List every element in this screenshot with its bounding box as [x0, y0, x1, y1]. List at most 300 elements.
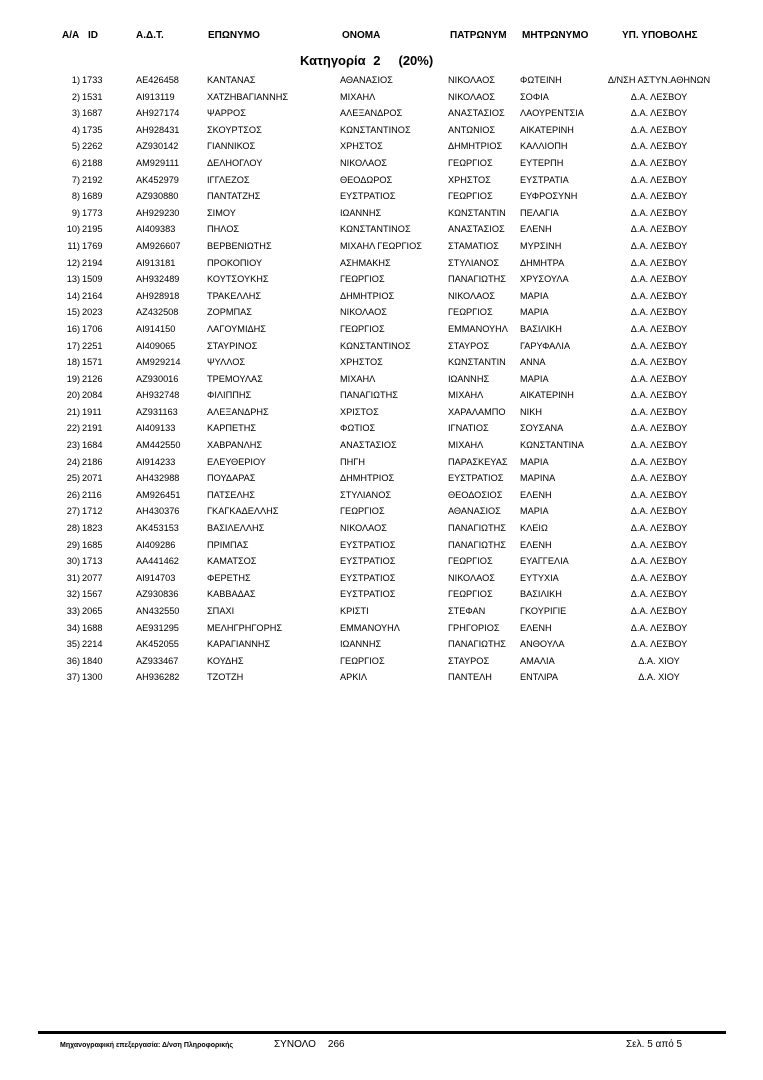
row-id: 2071 [82, 473, 103, 484]
table-row [0, 206, 763, 223]
row-id: 1823 [82, 523, 103, 534]
row-name: ΕΥΣΤΡΑΤΙΟΣ [340, 589, 396, 600]
row-name: ΜΙΧΑΗΛ [340, 91, 376, 102]
row-submission: Δ.Α. ΛΕΣΒΟΥ [630, 523, 688, 534]
row-father: ΕΜΜΑΝΟΥΗΛ [448, 323, 508, 334]
header-name: ΟΝΟΜΑ [342, 30, 381, 41]
row-surname: ΛΑΓΟΥΜΙΔΗΣ [207, 323, 266, 334]
row-submission: Δ.Α. ΛΕΣΒΟΥ [630, 207, 688, 218]
row-mother: ΕΛΕΝΗ [520, 489, 552, 500]
row-name: ΑΛΕΞΑΝΔΡΟΣ [340, 108, 403, 119]
candidate-table [0, 73, 763, 687]
row-name: ΧΡΗΣΤΟΣ [340, 141, 383, 152]
row-mother: ΜΑΡΙΑ [520, 456, 549, 467]
row-mother: ΒΑΣΙΛΙΚΗ [520, 589, 562, 600]
footer-divider [38, 1031, 726, 1034]
row-id: 1706 [82, 323, 103, 334]
row-adt: ΑΗ928918 [136, 290, 180, 301]
row-father: ΓΡΗΓΟΡΙΟΣ [448, 622, 500, 633]
row-adt: ΑΙ914703 [136, 572, 176, 583]
row-adt: ΑΗ929230 [136, 207, 180, 218]
row-name: ΑΘΑΝΑΣΙΟΣ [340, 75, 393, 85]
row-name: ΕΜΜΑΝΟΥΗΛ [340, 622, 400, 633]
row-surname: ΠΑΝΤΑΤΖΗΣ [207, 191, 261, 202]
table-row [0, 405, 763, 422]
row-name: ΓΕΩΡΓΙΟΣ [340, 323, 385, 334]
row-submission: Δ.Α. ΛΕΣΒΟΥ [630, 440, 688, 451]
table-row [0, 189, 763, 206]
row-submission: Δ.Α. ΛΕΣΒΟΥ [630, 340, 688, 351]
row-submission: Δ.Α. ΧΙΟΥ [638, 672, 680, 683]
row-mother: ΑΝΘΟΥΛΑ [520, 639, 565, 650]
row-surname: ΣΤΑΥΡΙΝΟΣ [207, 340, 258, 351]
row-name: ΧΡΙΣΤΟΣ [340, 406, 379, 417]
table-row [0, 571, 763, 588]
row-surname: ΣΚΟΥΡΤΣΟΣ [207, 124, 262, 135]
row-surname: ΠΡΟΚΟΠΙΟΥ [207, 257, 263, 268]
row-father: ΧΑΡΑΛΑΜΠΟ [448, 406, 506, 417]
row-name: ΕΥΣΤΡΑΤΙΟΣ [340, 556, 396, 567]
row-surname: ΨΥΛΛΟΣ [207, 357, 246, 368]
row-id: 1713 [82, 556, 103, 567]
row-surname: ΓΙΑΝΝΙΚΟΣ [207, 141, 256, 152]
row-father: ΚΩΝΣΤΑΝΤΙΝ [448, 357, 506, 368]
row-aa: 15) [66, 307, 80, 318]
header-id: ID [88, 30, 98, 41]
row-adt: ΑΙ409383 [136, 224, 176, 235]
row-mother: ΕΛΕΝΗ [520, 539, 552, 550]
row-adt: ΑΙ914233 [136, 456, 176, 467]
row-surname: ΠΑΤΣΕΛΗΣ [207, 489, 255, 500]
row-aa: 35) [66, 639, 80, 650]
row-mother: ΛΑΟΥΡΕΝΤΣΙΑ [520, 108, 584, 119]
row-father: ΣΤΥΛΙΑΝΟΣ [448, 257, 500, 268]
row-adt: ΑΜ929111 [136, 157, 180, 168]
row-name: ΚΩΝΣΤΑΝΤΙΝΟΣ [340, 224, 411, 235]
row-surname: ΠΟΥΔΑΡΑΣ [207, 473, 256, 484]
table-row [0, 587, 763, 604]
row-name: ΚΡΙΣΤΙ [340, 606, 369, 616]
row-father: ΓΕΩΡΓΙΟΣ [448, 157, 493, 168]
row-mother: ΕΥΣΤΡΑΤΙΑ [520, 174, 569, 185]
row-father: ΣΤΑΥΡΟΣ [448, 340, 490, 351]
row-id: 2188 [82, 157, 103, 168]
row-father: ΣΤΑΜΑΤΙΟΣ [448, 240, 499, 251]
row-surname: ΦΕΡΕΤΗΣ [207, 572, 251, 583]
row-id: 2195 [82, 224, 103, 235]
table-row [0, 438, 763, 455]
table-row [0, 239, 763, 256]
table-row [0, 355, 763, 372]
row-surname: ΕΛΕΥΘΕΡΙΟΥ [207, 456, 266, 467]
row-name: ΧΡΗΣΤΟΣ [340, 357, 383, 368]
row-id: 1735 [82, 124, 103, 135]
row-id: 1509 [82, 274, 103, 285]
row-mother: ΚΑΛΛΙΟΠΗ [520, 141, 568, 152]
row-mother: ΣΟΦΙΑ [520, 91, 549, 102]
row-father: ΑΝΤΩΝΙΟΣ [448, 124, 496, 135]
row-father: ΜΙΧΑΗΛ [448, 440, 484, 451]
row-name: ΝΙΚΟΛΑΟΣ [340, 307, 387, 318]
row-id: 1689 [82, 191, 103, 202]
table-row [0, 339, 763, 356]
row-id: 1531 [82, 91, 103, 102]
table-row [0, 421, 763, 438]
row-name: ΓΕΩΡΓΙΟΣ [340, 655, 385, 666]
row-adt: ΑΗ432988 [136, 473, 180, 484]
row-surname: ΧΑΤΖΗΒΑΓΙΑΝΝΗΣ [207, 91, 289, 102]
table-row [0, 521, 763, 538]
row-surname: ΦΙΛΙΠΠΗΣ [207, 390, 252, 401]
row-surname: ΨΑΡΡΟΣ [207, 108, 246, 119]
row-submission: Δ.Α. ΛΕΣΒΟΥ [630, 290, 688, 301]
row-mother: ΔΗΜΗΤΡΑ [520, 257, 565, 268]
row-adt: ΑΜ442550 [136, 440, 181, 451]
row-aa: 24) [66, 456, 80, 467]
row-aa: 18) [66, 357, 80, 368]
row-aa: 27) [66, 506, 80, 517]
row-name: ΕΥΣΤΡΑΤΙΟΣ [340, 539, 396, 550]
row-id: 2214 [82, 639, 103, 650]
row-adt: ΑΗ927174 [136, 108, 180, 119]
row-submission: Δ.Α. ΛΕΣΒΟΥ [630, 572, 688, 583]
row-surname: ΑΛΕΞΑΝΔΡΗΣ [207, 406, 269, 417]
row-adt: ΑΙ913181 [136, 257, 176, 268]
row-id: 2186 [82, 456, 103, 467]
row-name: ΙΩΑΝΝΗΣ [340, 639, 382, 650]
footer-total-label: ΣΥΝΟΛΟ [274, 1039, 316, 1050]
row-adt: ΑΜ926607 [136, 240, 181, 251]
table-row [0, 455, 763, 472]
row-mother: ΦΩΤΕΙΝΗ [520, 75, 562, 85]
row-surname: ΚΟΥΔΗΣ [207, 655, 244, 666]
row-mother: ΝΙΚΗ [520, 406, 542, 417]
row-aa: 12) [66, 257, 80, 268]
row-aa: 33) [66, 606, 80, 616]
row-adt: ΑΖ930142 [136, 141, 179, 152]
row-submission: Δ.Α. ΛΕΣΒΟΥ [630, 224, 688, 235]
row-father: ΣΤΑΥΡΟΣ [448, 655, 490, 666]
row-adt: ΑΗ932748 [136, 390, 180, 401]
row-mother: ΑΝΝΑ [520, 357, 546, 368]
row-mother: ΓΑΡΥΦΑΛΙΑ [520, 340, 571, 351]
row-adt: ΑΑ441462 [136, 556, 179, 567]
footer-total [274, 1039, 345, 1050]
row-aa: 26) [66, 489, 80, 500]
row-father: ΓΕΩΡΓΙΟΣ [448, 556, 493, 567]
table-row [0, 538, 763, 555]
row-father: ΝΙΚΟΛΑΟΣ [448, 290, 495, 301]
row-submission: Δ.Α. ΛΕΣΒΟΥ [630, 473, 688, 484]
row-aa: 1) [71, 75, 80, 85]
row-father: ΙΓΝΑΤΙΟΣ [448, 423, 489, 434]
row-id: 1300 [82, 672, 103, 683]
row-aa: 28) [66, 523, 80, 534]
row-adt: ΑΗ928431 [136, 124, 180, 135]
row-father: ΔΗΜΗΤΡΙΟΣ [448, 141, 503, 152]
row-mother: ΑΙΚΑΤΕΡΙΝΗ [520, 390, 574, 401]
row-adt: ΑΙ409133 [136, 423, 176, 434]
row-mother: ΜΑΡΙΑ [520, 307, 549, 318]
row-adt: ΑΗ430376 [136, 506, 180, 517]
row-aa: 29) [66, 539, 80, 550]
row-mother: ΣΟΥΣΑΝΑ [520, 423, 564, 434]
row-name: ΔΗΜΗΤΡΙΟΣ [340, 290, 395, 301]
row-adt: ΑΜ926451 [136, 489, 181, 500]
row-surname: ΚΑΒΒΑΔΑΣ [207, 589, 256, 600]
row-aa: 30) [66, 556, 80, 567]
row-name: ΝΙΚΟΛΑΟΣ [340, 523, 387, 534]
footer-total-value: 266 [327, 1039, 345, 1050]
row-surname: ΣΠΑΧΙ [207, 606, 235, 616]
table-row [0, 322, 763, 339]
row-submission: Δ.Α. ΛΕΣΒΟΥ [630, 639, 688, 650]
row-submission: Δ.Α. ΛΕΣΒΟΥ [630, 91, 688, 102]
row-surname: ΚΑΜΑΤΣΟΣ [207, 556, 257, 567]
row-id: 2126 [82, 373, 103, 384]
row-id: 2116 [82, 489, 102, 500]
table-row [0, 388, 763, 405]
row-submission: Δ.Α. ΧΙΟΥ [638, 655, 680, 666]
row-adt: ΑΖ933467 [136, 655, 179, 666]
row-name: ΙΩΑΝΝΗΣ [340, 207, 382, 218]
row-adt: ΑΖ931163 [136, 406, 178, 417]
row-adt: ΑΚ452979 [136, 174, 179, 185]
row-aa: 22) [66, 423, 80, 434]
row-mother: ΕΥΦΡΟΣΥΝΗ [520, 191, 578, 202]
row-father: ΠΑΝΤΕΛΗ [448, 672, 492, 683]
row-father: ΙΩΑΝΝΗΣ [448, 373, 490, 384]
row-father: ΠΑΡΑΣΚΕΥΑΣ [448, 456, 508, 467]
row-surname: ΠΗΛΟΣ [207, 224, 240, 235]
row-adt: ΑΙ409286 [136, 539, 176, 550]
row-aa: 8) [71, 191, 80, 202]
row-adt: ΑΗ932489 [136, 274, 180, 285]
row-father: ΓΕΩΡΓΙΟΣ [448, 191, 493, 202]
row-aa: 14) [66, 290, 80, 301]
row-aa: 3) [71, 108, 80, 119]
row-aa: 36) [66, 655, 80, 666]
row-aa: 5) [71, 141, 80, 152]
row-aa: 16) [66, 323, 80, 334]
row-name: ΣΤΥΛΙΑΝΟΣ [340, 489, 392, 500]
row-name: ΕΥΣΤΡΑΤΙΟΣ [340, 191, 396, 202]
row-mother: ΕΥΤΥΧΙΑ [520, 572, 559, 583]
row-father: ΝΙΚΟΛΑΟΣ [448, 75, 495, 85]
row-mother: ΜΑΡΙΝΑ [520, 473, 556, 484]
row-submission: Δ.Α. ΛΕΣΒΟΥ [630, 423, 688, 434]
row-submission: Δ.Α. ΛΕΣΒΟΥ [630, 307, 688, 318]
row-aa: 20) [66, 390, 80, 401]
row-id: 2191 [82, 423, 103, 434]
row-submission: Δ.Α. ΛΕΣΒΟΥ [630, 589, 688, 600]
table-row [0, 372, 763, 389]
row-id: 2077 [82, 572, 103, 583]
table-row [0, 123, 763, 140]
row-adt: ΑΕ426458 [136, 75, 179, 85]
row-aa: 2) [71, 91, 80, 102]
row-name: ΓΕΩΡΓΙΟΣ [340, 274, 385, 285]
row-adt: ΑΖ930016 [136, 373, 179, 384]
row-adt: ΑΖ930836 [136, 589, 179, 600]
row-submission: Δ.Α. ΛΕΣΒΟΥ [630, 622, 688, 633]
row-aa: 25) [66, 473, 80, 484]
row-adt: ΑΕ931295 [136, 622, 179, 633]
row-mother: ΜΥΡΣΙΝΗ [520, 240, 562, 251]
row-adt: ΑΗ936282 [136, 672, 180, 683]
row-father: ΠΑΝΑΓΙΩΤΗΣ [448, 539, 506, 550]
header-father: ΠΑΤΡΩΝΥΜ [450, 30, 507, 41]
row-submission: Δ.Α. ΛΕΣΒΟΥ [630, 157, 688, 168]
row-id: 2023 [82, 307, 103, 318]
row-mother: ΚΩΝΣΤΑΝΤΙΝΑ [520, 440, 584, 451]
row-father: ΑΝΑΣΤΑΣΙΟΣ [448, 224, 505, 235]
row-surname: ΣΙΜΟΥ [207, 207, 236, 218]
row-surname: ΒΕΡΒΕΝΙΩΤΗΣ [207, 240, 272, 251]
row-father: ΝΙΚΟΛΑΟΣ [448, 572, 495, 583]
row-name: ΦΩΤΙΟΣ [340, 423, 376, 434]
row-aa: 23) [66, 440, 80, 451]
row-surname: ΓΚΑΓΚΑΔΕΛΛΗΣ [207, 506, 279, 517]
row-adt: ΑΚ453153 [136, 523, 179, 534]
row-id: 1571 [82, 357, 103, 368]
table-row [0, 305, 763, 322]
row-submission: Δ.Α. ΛΕΣΒΟΥ [630, 539, 688, 550]
row-id: 2065 [82, 606, 103, 616]
header-submission: ΥΠ. ΥΠΟΒΟΛΗΣ [622, 30, 698, 41]
row-submission: Δ.Α. ΛΕΣΒΟΥ [630, 406, 688, 417]
footer-page-number: Σελ. 5 από 5 [626, 1039, 683, 1050]
row-id: 1769 [82, 240, 103, 251]
row-surname: ΤΡΕΜΟΥΛΑΣ [207, 373, 263, 384]
header-mother: ΜΗΤΡΩΝΥΜΟ [522, 30, 589, 41]
row-submission: Δ.Α. ΛΕΣΒΟΥ [630, 274, 688, 285]
row-id: 1712 [82, 506, 103, 517]
row-aa: 7) [71, 174, 80, 185]
row-id: 2194 [82, 257, 103, 268]
row-father: ΜΙΧΑΗΛ [448, 390, 484, 401]
row-name: ΚΩΝΣΤΑΝΤΙΝΟΣ [340, 124, 411, 135]
row-father: ΚΩΝΣΤΑΝΤΙΝ [448, 207, 506, 218]
row-name: ΑΝΑΣΤΑΣΙΟΣ [340, 440, 397, 451]
row-surname: ΖΟΡΜΠΑΣ [207, 307, 252, 318]
row-name: ΑΡΚΙΛ [340, 672, 368, 683]
table-row [0, 488, 763, 505]
row-surname: ΔΕΛΗΟΓΛΟΥ [207, 157, 263, 168]
row-adt: ΑΜ929214 [136, 357, 181, 368]
row-aa: 13) [66, 274, 80, 285]
row-aa: 21) [66, 406, 80, 417]
row-id: 2192 [82, 174, 103, 185]
row-surname: ΤΡΑΚΕΛΛΗΣ [207, 290, 262, 301]
row-id: 1773 [82, 207, 103, 218]
row-name: ΠΑΝΑΓΙΩΤΗΣ [340, 390, 398, 401]
row-surname: ΚΑΡΑΓΙΑΝΝΗΣ [207, 639, 271, 650]
row-submission: Δ.Α. ΛΕΣΒΟΥ [630, 108, 688, 119]
row-father: ΑΝΑΣΤΑΣΙΟΣ [448, 108, 505, 119]
category-label: Κατηγορία 2 [300, 53, 381, 68]
row-name: ΝΙΚΟΛΑΟΣ [340, 157, 387, 168]
table-row [0, 654, 763, 671]
table-row [0, 173, 763, 190]
row-submission: Δ.Α. ΛΕΣΒΟΥ [630, 257, 688, 268]
row-submission: Δ.Α. ΛΕΣΒΟΥ [630, 240, 688, 251]
row-mother: ΧΡΥΣΟΥΛΑ [520, 274, 569, 285]
row-aa: 6) [71, 157, 80, 168]
row-submission: Δ.Α. ΛΕΣΒΟΥ [630, 506, 688, 517]
row-submission: Δ.Α. ΛΕΣΒΟΥ [630, 606, 688, 616]
row-id: 1688 [82, 622, 103, 633]
table-row [0, 471, 763, 488]
row-name: ΑΣΗΜΑΚΗΣ [340, 257, 391, 268]
row-adt: ΑΖ432508 [136, 307, 179, 318]
row-aa: 11) [67, 240, 80, 251]
row-mother: ΜΑΡΙΑ [520, 290, 549, 301]
row-id: 1567 [82, 589, 103, 600]
row-surname: ΚΑΡΠΕΤΗΣ [207, 423, 257, 434]
row-submission: Δ.Α. ΛΕΣΒΟΥ [630, 489, 688, 500]
row-adt: ΑΙ409065 [136, 340, 176, 351]
row-mother: ΕΥΑΓΓΕΛΙΑ [520, 556, 569, 567]
row-surname: ΚΟΥΤΣΟΥΚΗΣ [207, 274, 269, 285]
row-mother: ΠΕΛΑΓΙΑ [520, 207, 559, 218]
row-mother: ΜΑΡΙΑ [520, 373, 549, 384]
row-aa: 32) [66, 589, 80, 600]
row-aa: 34) [66, 622, 80, 633]
row-name: ΕΥΣΤΡΑΤΙΟΣ [340, 572, 396, 583]
row-aa: 31) [66, 572, 80, 583]
row-name: ΠΗΓΗ [340, 456, 365, 467]
row-father: ΠΑΝΑΓΙΩΤΗΣ [448, 523, 506, 534]
row-submission: Δ.Α. ΛΕΣΒΟΥ [630, 556, 688, 567]
header-adt: Α.Δ.Τ. [136, 30, 164, 41]
row-mother: ΕΛΕΝΗ [520, 224, 552, 235]
row-aa: 10) [66, 224, 80, 235]
table-row [0, 222, 763, 239]
row-mother: ΒΑΣΙΛΙΚΗ [520, 323, 562, 334]
row-aa: 37) [66, 672, 80, 683]
row-id: 1687 [82, 108, 103, 119]
row-mother: ΑΙΚΑΤΕΡΙΝΗ [520, 124, 574, 135]
table-row [0, 73, 763, 90]
row-submission: Δ/ΝΣΗ ΑΣΤΥΝ.ΑΘΗΝΩΝ [607, 75, 711, 85]
header-surname: ΕΠΩΝΥΜΟ [208, 30, 260, 41]
row-id: 1840 [82, 655, 103, 666]
table-row [0, 106, 763, 123]
table-row [0, 670, 763, 687]
row-aa: 9) [71, 207, 80, 218]
table-row [0, 90, 763, 107]
row-surname: ΙΓΓΛΕΖΟΣ [207, 174, 250, 185]
row-father: ΘΕΟΔΟΣΙΟΣ [448, 489, 503, 500]
category-heading [300, 53, 433, 68]
row-id: 1685 [82, 539, 103, 550]
table-row [0, 272, 763, 289]
footer-processing-note: Μηχανογραφική επεξεργασία: Δ/νση Πληροφορικής [60, 1042, 234, 1049]
row-father: ΠΑΝΑΓΙΩΤΗΣ [448, 639, 506, 650]
row-adt: ΑΝ432550 [136, 606, 180, 616]
row-surname: ΚΑΝΤΑΝΑΣ [207, 75, 256, 85]
table-row [0, 637, 763, 654]
row-adt: ΑΖ930880 [136, 191, 179, 202]
row-submission: Δ.Α. ΛΕΣΒΟΥ [630, 357, 688, 368]
row-mother: ΚΛΕΙΩ [520, 523, 548, 534]
row-aa: 17) [66, 340, 80, 351]
row-submission: Δ.Α. ΛΕΣΒΟΥ [630, 456, 688, 467]
row-id: 1684 [82, 440, 103, 451]
row-name: ΔΗΜΗΤΡΙΟΣ [340, 473, 395, 484]
row-id: 1911 [82, 406, 102, 417]
